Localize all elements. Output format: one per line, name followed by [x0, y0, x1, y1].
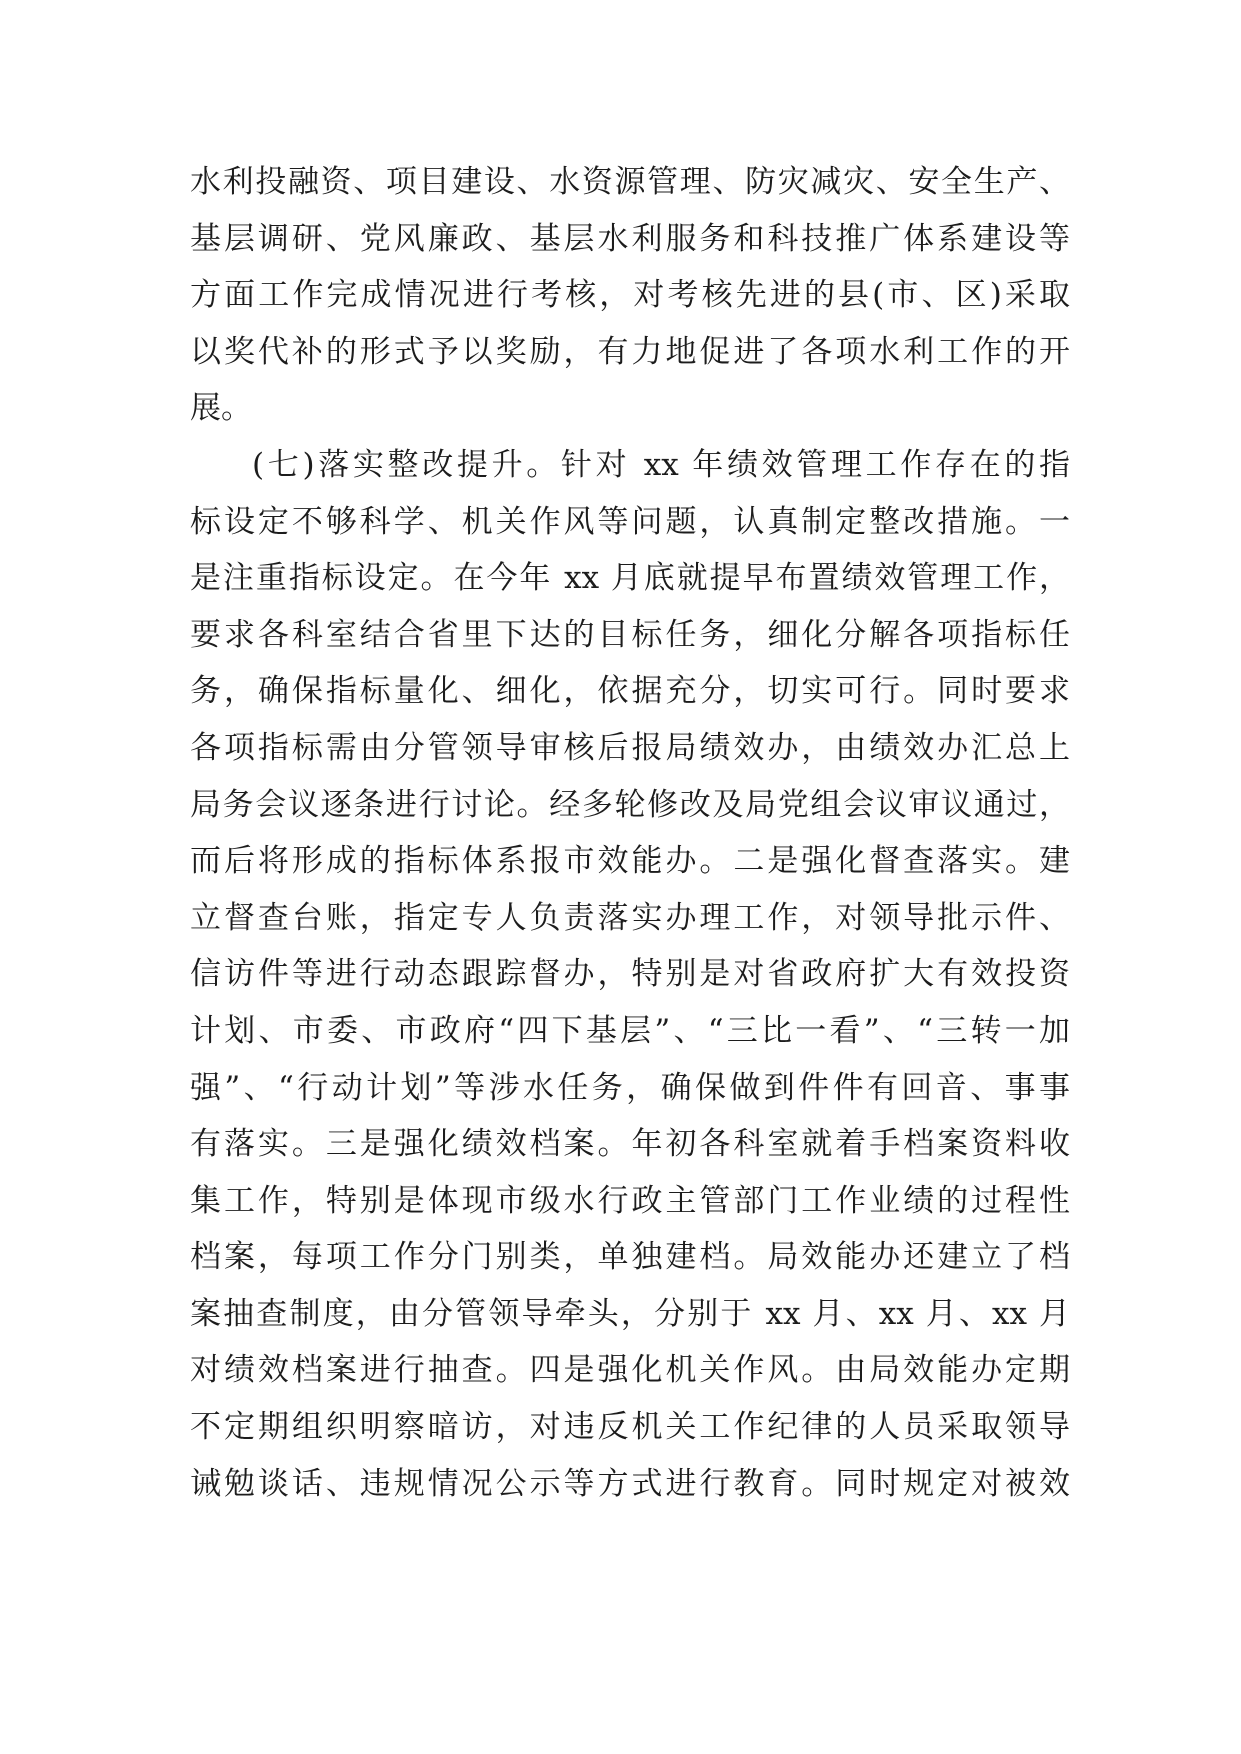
- paragraph-line: 务，确保指标量化、细化，依据充分，切实可行。同时要求: [190, 673, 1070, 710]
- paragraph-line: 要求各科室结合省里下达的目标任务，细化分解各项指标任: [190, 616, 1070, 653]
- paragraph-line: 集工作，特别是体现市级水行政主管部门工作业绩的过程性: [190, 1182, 1070, 1219]
- paragraph-line: 档案，每项工作分门别类，单独建档。局效能办还建立了档: [190, 1239, 1070, 1276]
- paragraph-line: 以奖代补的形式予以奖励，有力地促进了各项水利工作的开: [190, 333, 1070, 370]
- paragraph-line: (七)落实整改提升。针对 xx 年绩效管理工作存在的指: [252, 446, 1070, 483]
- paragraph-line: 不定期组织明察暗访，对违反机关工作纪律的人员采取领导: [190, 1409, 1070, 1446]
- paragraph-line: 强”、“行动计划”等涉水任务，确保做到件件有回音、事事: [190, 1069, 1070, 1106]
- paragraph-line: 案抽查制度，由分管领导牵头，分别于 xx 月、xx 月、xx 月: [190, 1295, 1070, 1332]
- document-body: [190, 154, 1070, 1512]
- paragraph-1: [190, 154, 1070, 437]
- paragraph-line: 水利投融资、项目建设、水资源管理、防灾减灾、安全生产、: [190, 164, 1070, 200]
- paragraph-line: 信访件等进行动态跟踪督办，特别是对省政府扩大有效投资: [190, 956, 1070, 993]
- paragraph-line: 标设定不够科学、机关作风等问题，认真制定整改措施。一: [190, 503, 1070, 540]
- paragraph-line: 局务会议逐条进行讨论。经多轮修改及局党组会议审议通过，: [190, 786, 1070, 823]
- paragraph-2: [190, 437, 1070, 1512]
- paragraph-line: 对绩效档案进行抽查。四是强化机关作风。由局效能办定期: [190, 1352, 1070, 1389]
- paragraph-line: 展。: [190, 390, 252, 427]
- paragraph-line: 计划、市委、市政府“四下基层”、“三比一看”、“三转一加: [190, 1012, 1070, 1049]
- paragraph-line: 基层调研、党风廉政、基层水利服务和科技推广体系建设等: [190, 220, 1070, 257]
- paragraph-line: 而后将形成的指标体系报市效能办。二是强化督查落实。建: [190, 843, 1070, 880]
- paragraph-line: 立督查台账，指定专人负责落实办理工作，对领导批示件、: [190, 899, 1070, 936]
- paragraph-line: 方面工作完成情况进行考核，对考核先进的县(市、区)采取: [190, 277, 1070, 314]
- paragraph-line: 各项指标需由分管领导审核后报局绩效办，由绩效办汇总上: [190, 729, 1070, 766]
- paragraph-line: 诫勉谈话、违规情况公示等方式进行教育。同时规定对被效: [190, 1465, 1070, 1502]
- paragraph-line: 是注重指标设定。在今年 xx 月底就提早布置绩效管理工作，: [190, 560, 1070, 597]
- paragraph-line: 有落实。三是强化绩效档案。年初各科室就着手档案资料收: [190, 1126, 1070, 1163]
